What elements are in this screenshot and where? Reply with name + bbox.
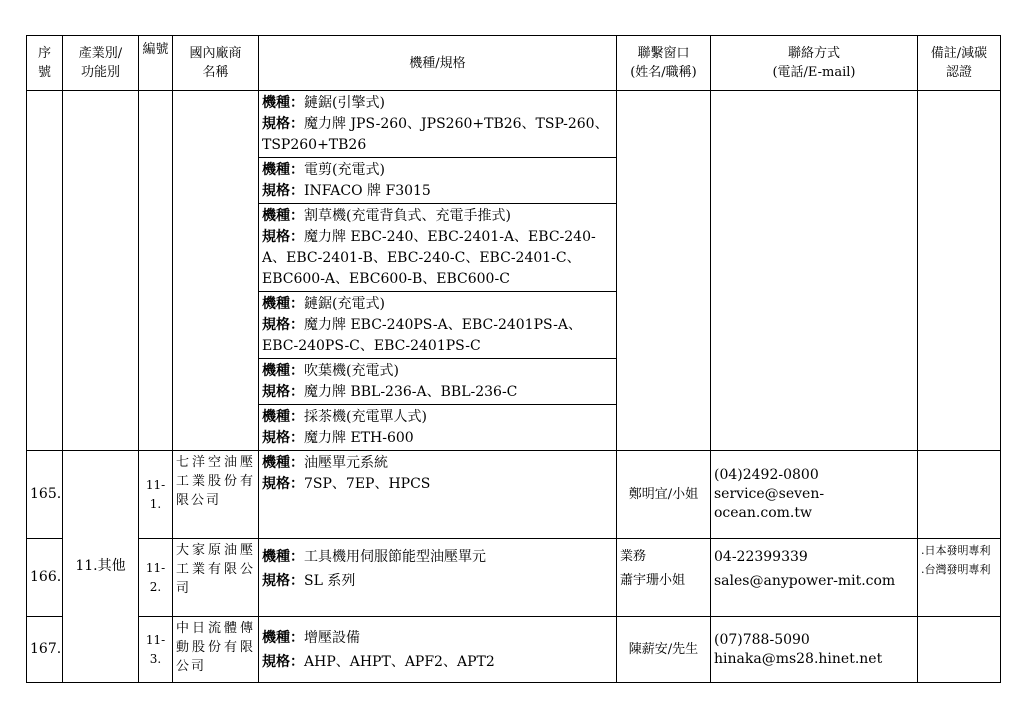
spec-value: 魔力牌 EBC-240PS-A、EBC-2401PS-A、EBC-240PS-C、EBC-2401PS-C bbox=[262, 317, 582, 354]
spec-value: AHP、AHPT、APF2、APT2 bbox=[304, 653, 495, 670]
spec-value: INFACO 牌 F3015 bbox=[304, 183, 431, 199]
table-row-continued bbox=[27, 91, 1001, 451]
spec-block bbox=[259, 359, 616, 405]
model-key: 機種： bbox=[262, 455, 304, 471]
email: service@seven-ocean.com.tw bbox=[714, 486, 825, 521]
header-vendor: 國內廠商 名稱 bbox=[173, 36, 259, 91]
header-contact-info: 聯絡方式 (電話/E-mail) bbox=[711, 36, 918, 91]
table-row bbox=[27, 539, 1001, 617]
vendor-name: 中日流體傳動股份有限公司 bbox=[173, 617, 259, 683]
spec-block bbox=[259, 158, 616, 204]
model-key: 機種： bbox=[262, 549, 304, 565]
equipment-table bbox=[26, 35, 1001, 683]
model-value: 鏈鋸(充電式) bbox=[304, 296, 385, 312]
industry-group: 11.其他 bbox=[63, 451, 139, 683]
spec-key: 規格： bbox=[262, 653, 304, 670]
model-key: 機種： bbox=[262, 162, 304, 178]
model-value: 鏈鋸(引擎式) bbox=[304, 95, 385, 111]
spec-key: 規格： bbox=[262, 183, 304, 199]
spec-value: 魔力牌 ETH-600 bbox=[304, 430, 414, 446]
phone: (07)788-5090 bbox=[714, 631, 810, 648]
phone: (04)2492-0800 bbox=[714, 467, 819, 483]
note: .日本發明專利 .台灣發明專利 bbox=[918, 539, 1001, 617]
row-code: 11-3. bbox=[139, 617, 173, 683]
row-code: 11-2. bbox=[139, 539, 173, 617]
spec-block bbox=[259, 292, 616, 359]
model-key: 機種： bbox=[262, 95, 304, 111]
spec-key: 規格： bbox=[262, 116, 304, 132]
model-value: 割草機(充電背負式、充電手推式) bbox=[304, 208, 511, 224]
spec-value: 魔力牌 BBL-236-A、BBL-236-C bbox=[304, 384, 518, 400]
spec-key: 規格： bbox=[262, 430, 304, 446]
spec-key: 規格： bbox=[262, 384, 304, 400]
email: sales@anypower-mit.com bbox=[714, 573, 896, 589]
spec-cell bbox=[259, 91, 617, 451]
model-key: 機種： bbox=[262, 208, 304, 224]
phone: 04-22399339 bbox=[714, 549, 808, 565]
cell-empty bbox=[63, 91, 139, 451]
table-row bbox=[27, 451, 1001, 539]
model-value: 油壓單元系統 bbox=[304, 455, 388, 471]
contact-info bbox=[711, 451, 918, 539]
table-row bbox=[27, 617, 1001, 683]
spec-cell bbox=[259, 617, 617, 683]
header-note: 備註/減碳 認證 bbox=[918, 36, 1001, 91]
header-contact-person: 聯繫窗口 (姓名/職稱) bbox=[617, 36, 711, 91]
spec-cell bbox=[259, 539, 617, 617]
row-seq: 165. bbox=[27, 451, 63, 539]
spec-block bbox=[259, 204, 616, 292]
row-seq: 167. bbox=[27, 617, 63, 683]
cell-empty bbox=[173, 91, 259, 451]
spec-value: SL 系列 bbox=[304, 573, 356, 589]
model-key: 機種： bbox=[262, 363, 304, 379]
spec-key: 規格： bbox=[262, 573, 304, 589]
spec-value: 魔力牌 JPS-260、JPS260+TB26、TSP-260、TSP260+TB26 bbox=[262, 116, 609, 153]
cell-empty bbox=[139, 91, 173, 451]
contact-info bbox=[711, 617, 918, 683]
header-industry: 產業別/ 功能別 bbox=[63, 36, 139, 91]
cell-empty bbox=[27, 91, 63, 451]
header-seq: 序 號 bbox=[27, 36, 63, 91]
model-value: 電剪(充電式) bbox=[304, 162, 385, 178]
model-value: 工具機用伺服節能型油壓單元 bbox=[304, 549, 486, 565]
contact-person: 業務 蕭宇珊小姐 bbox=[617, 539, 711, 617]
cell-empty bbox=[617, 91, 711, 451]
cell-empty bbox=[918, 91, 1001, 451]
spec-block bbox=[259, 91, 616, 158]
contact-person: 陳薪安/先生 bbox=[617, 617, 711, 683]
header-spec: 機種/規格 bbox=[259, 36, 617, 91]
spec-block bbox=[259, 405, 616, 450]
vendor-name: 七洋空油壓工業股份有限公司 bbox=[173, 451, 259, 539]
note bbox=[918, 451, 1001, 539]
model-key: 機種： bbox=[262, 409, 304, 425]
contact-info bbox=[711, 539, 918, 617]
row-code: 11-1. bbox=[139, 451, 173, 539]
row-seq: 166. bbox=[27, 539, 63, 617]
vendor-name: 大家原油壓工業有限公司 bbox=[173, 539, 259, 617]
spec-cell bbox=[259, 451, 617, 539]
spec-value: 7SP、7EP、HPCS bbox=[304, 476, 431, 492]
model-value: 增壓設備 bbox=[304, 629, 360, 646]
model-value: 吹葉機(充電式) bbox=[304, 363, 399, 379]
spec-value: 魔力牌 EBC-240、EBC-2401-A、EBC-240-A、EBC-2401-B、EBC-240-C、EBC-2401-C、EBC600-A、EBC600-B、EBC600-C bbox=[262, 229, 596, 287]
spec-key: 規格： bbox=[262, 317, 304, 333]
header-row bbox=[27, 36, 1001, 91]
cell-empty bbox=[711, 91, 918, 451]
spec-key: 規格： bbox=[262, 229, 304, 245]
spec-key: 規格： bbox=[262, 476, 304, 492]
model-key: 機種： bbox=[262, 629, 304, 646]
model-value: 採茶機(充電單人式) bbox=[304, 409, 427, 425]
contact-person: 鄭明宜/小姐 bbox=[617, 451, 711, 539]
email: hinaka@ms28.hinet.net bbox=[714, 650, 883, 667]
model-key: 機種： bbox=[262, 296, 304, 312]
note bbox=[918, 617, 1001, 683]
header-code: 編號 bbox=[139, 36, 173, 91]
